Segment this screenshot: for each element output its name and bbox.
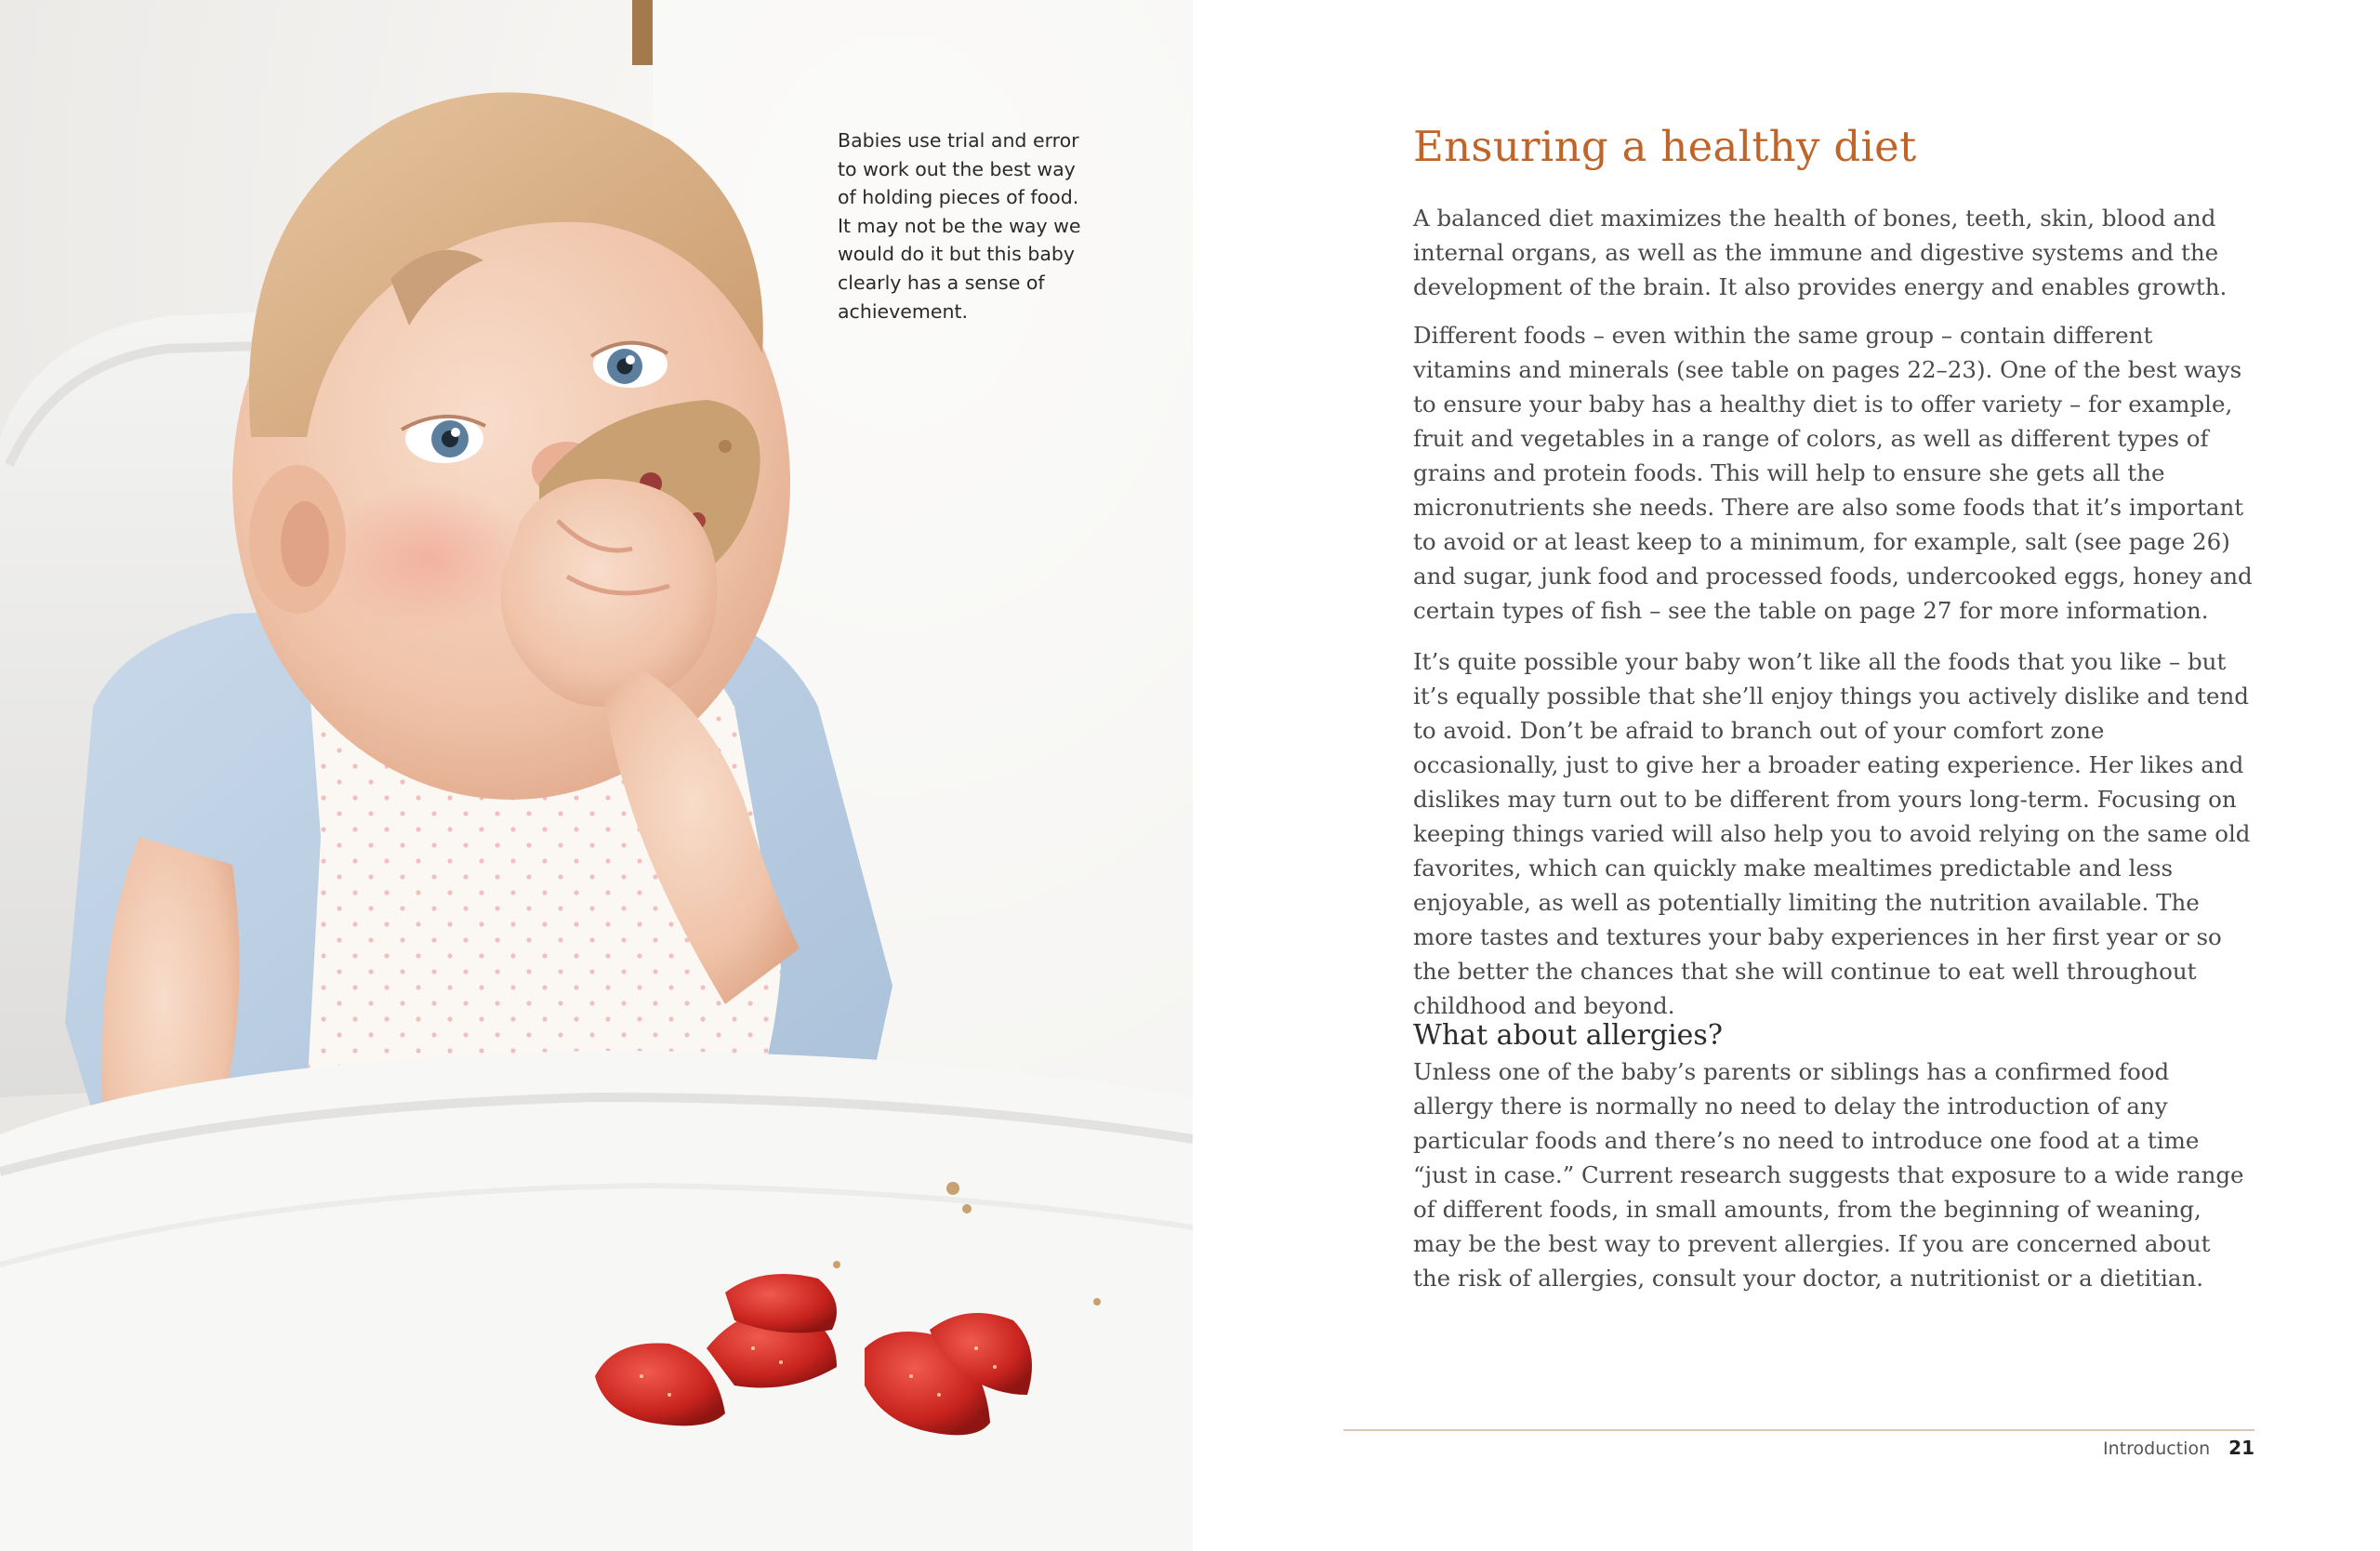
body-paragraph-1: A balanced diet maximizes the health of bones, teeth, skin, blood and internal organs, as well as the immune and digestive systems and the development of the brain. It also provides energy and enables growth. xyxy=(1413,205,2228,300)
page-number: 21 xyxy=(2228,1437,2254,1459)
footer-rule xyxy=(1343,1429,2254,1431)
body-paragraph-3: It’s quite possible your baby won’t like all the foods that you like – but it’s equally possible that she’ll enjoy things you actively dislike and tend to avoid. Don’t be afraid to branch out of your comfort zone occasionally, just to give her a broader eating experience. Her likes and dislikes may turn out to be different from yours long-term. Focusing on keeping things varied will also help you to avoid relying on the same old favorites, which can quickly make mealtimes predictable and less enjoyable, as well as potentially limiting the nutrition available. The more tastes and textures your baby experiences in her first year or so the better the chances that she will continue to eat well throughout childhood and beyond. xyxy=(1413,648,2251,1019)
photo-caption: Babies use trial and error to work out the best way of holding pieces of food. It may not be the way we would do it but this baby clearly has a sense of achievement. xyxy=(838,129,1081,323)
allergies-heading: What about allergies? xyxy=(1413,1019,1723,1052)
body-paragraph-2: Different foods – even within the same group – contain different vitamins and minerals (see table on pages 22–23). One of the best ways to ensure your baby has a healthy diet is to offer variety – for example, fruit and vegetables in a range of colors, as well as different types of grains and protein foods. This will help to ensure she gets all the micronutrients she needs. There are also some foods that it’s important to avoid or at least keep to a minimum, for example, salt (see page 26) and sugar, junk food and processed foods, undercooked eggs, honey and certain types of fish – see the table on page 27 for more information. xyxy=(1413,322,2253,624)
page-footer xyxy=(2103,1434,2254,1463)
allergies-paragraph: Unless one of the baby’s parents or siblings has a confirmed food allergy there is normally no need to delay the introduction of any particular foods and there’s no need to introduce one food at a time “just in case.” Current research suggests that exposure to a wide range of different foods, in small amounts, from the beginning of weaning, may be the best way to prevent allergies. If you are concerned about the risk of allergies, consult your doctor, a nutritionist or a dietitian. xyxy=(1413,1058,2244,1292)
footer-section-name: Introduction xyxy=(2103,1438,2211,1459)
text-page xyxy=(1193,0,2380,1551)
page-title: Ensuring a healthy diet xyxy=(1413,122,1917,171)
